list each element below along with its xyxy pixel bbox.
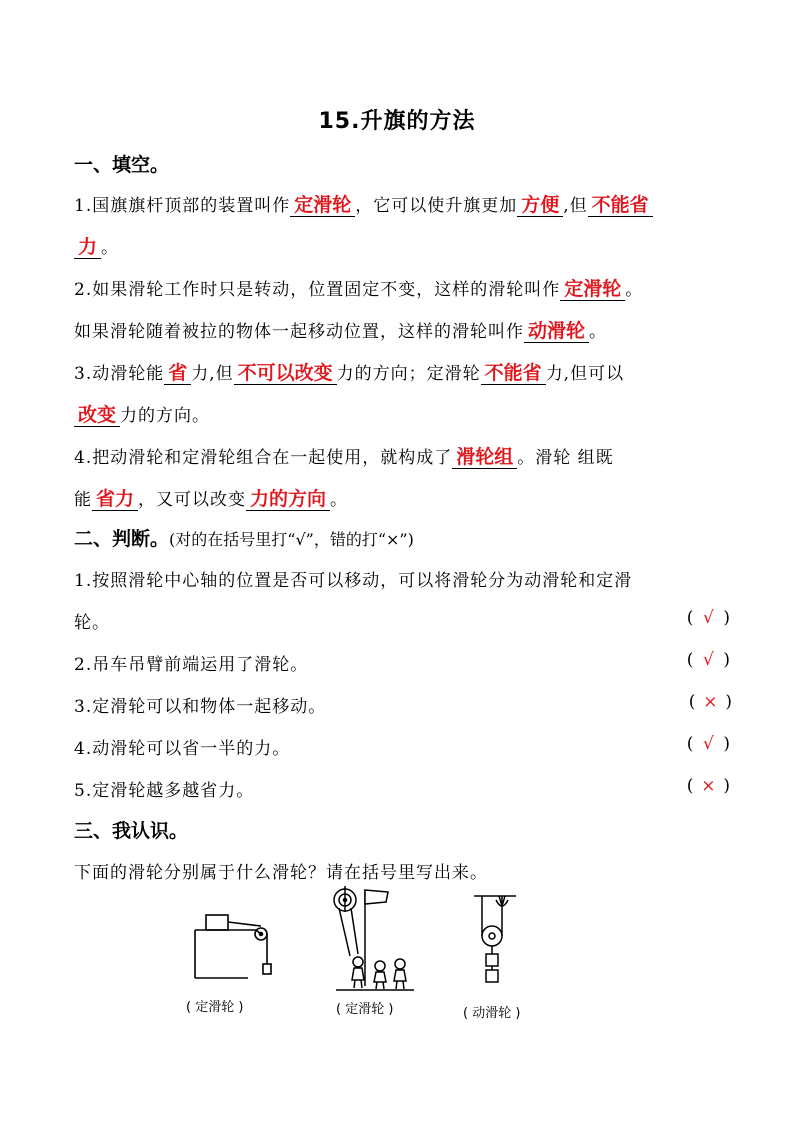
q3-line2: 改变 力的方向。 (74, 400, 734, 427)
caption-3: ( 动滑轮 ) (463, 1006, 521, 1021)
judge-item-5: 5.定滑轮越多越省力。 (74, 781, 255, 801)
section1-heading: 一、填空。 (74, 154, 170, 176)
section2-instruction: (对的在括号里打“√”，错的打“×”) (169, 530, 414, 549)
q4-line1: 4.把动滑轮和定滑轮组合在一起使用，就构成了 滑轮组 。滑轮 组既 (74, 446, 614, 468)
judge-mark-4: ( √ ) (686, 734, 730, 754)
q3-answer-2: 不可以改变 (234, 362, 337, 385)
q4-line2: 能 省力 ，又可以改变 力的方向 。 (74, 488, 349, 510)
caption-1: ( 定滑轮 ) (186, 1000, 244, 1015)
q1-answer-1: 定滑轮 (290, 194, 355, 217)
q3-answer-3: 不能省 (481, 362, 546, 385)
q3-answer-4: 改变 (74, 404, 120, 427)
q3-line1: 3.动滑轮能 省 力,但 不可以改变 力的方向；定滑轮 不能省 力,但可以 (74, 362, 625, 384)
judge-mark-3: ( × ) (688, 692, 732, 712)
section2-heading: 二、判断。(对的在括号里打“√”，错的打“×”) (74, 528, 414, 550)
judge-mark-2: ( √ ) (686, 650, 730, 670)
q1-answer-3b: 力 (74, 236, 101, 259)
q1-line2: 力 。 (74, 232, 734, 259)
judge-mark-5: ( × ) (686, 776, 730, 796)
judge-item-4: 4.动滑轮可以省一半的力。 (74, 739, 291, 759)
q2-answer-1: 定滑轮 (560, 278, 625, 301)
q1-answer-3a: 不能省 (588, 194, 653, 217)
q4-answer-1: 滑轮组 (452, 446, 517, 469)
q2-line1: 2.如果滑轮工作时只是转动，位置固定不变，这样的滑轮叫作 定滑轮 。 (74, 278, 644, 300)
judge-item-2: 2.吊车吊臂前端运用了滑轮。 (74, 655, 309, 675)
q1-line1: 1.国旗旗杆顶部的装置叫作 定滑轮 ，它可以使升旗更加 方便 ,但 不能省 (74, 190, 734, 217)
judge-item-1-line2: 轮。 (74, 613, 110, 633)
page-title: 15.升旗的方法 (318, 109, 476, 134)
caption-2: ( 定滑轮 ) (336, 1002, 394, 1017)
section3-heading: 三、我认识。 (74, 820, 189, 842)
q2-answer-2: 动滑轮 (524, 320, 589, 343)
flagpole-pulley-figure (328, 884, 420, 994)
fixed-pulley-table-figure (186, 900, 286, 986)
q2-line2: 如果滑轮随着被拉的物体一起移动位置，这样的滑轮叫作 动滑轮 。 (74, 320, 608, 342)
judge-item-3: 3.定滑轮可以和物体一起移动。 (74, 697, 327, 717)
section3-question: 下面的滑轮分别属于什么滑轮？请在括号里写出来。 (74, 863, 488, 883)
q4-answer-3: 力的方向 (246, 488, 330, 511)
q4-answer-2: 省力 (92, 488, 138, 511)
q1-answer-2: 方便 (517, 194, 563, 217)
q3-answer-1: 省 (164, 362, 191, 385)
movable-pulley-figure (470, 892, 520, 992)
judge-item-1-line1: 1.按照滑轮中心轴的位置是否可以移动，可以将滑轮分为动滑轮和定滑 (74, 571, 633, 591)
judge-mark-1: ( √ ) (686, 608, 730, 628)
